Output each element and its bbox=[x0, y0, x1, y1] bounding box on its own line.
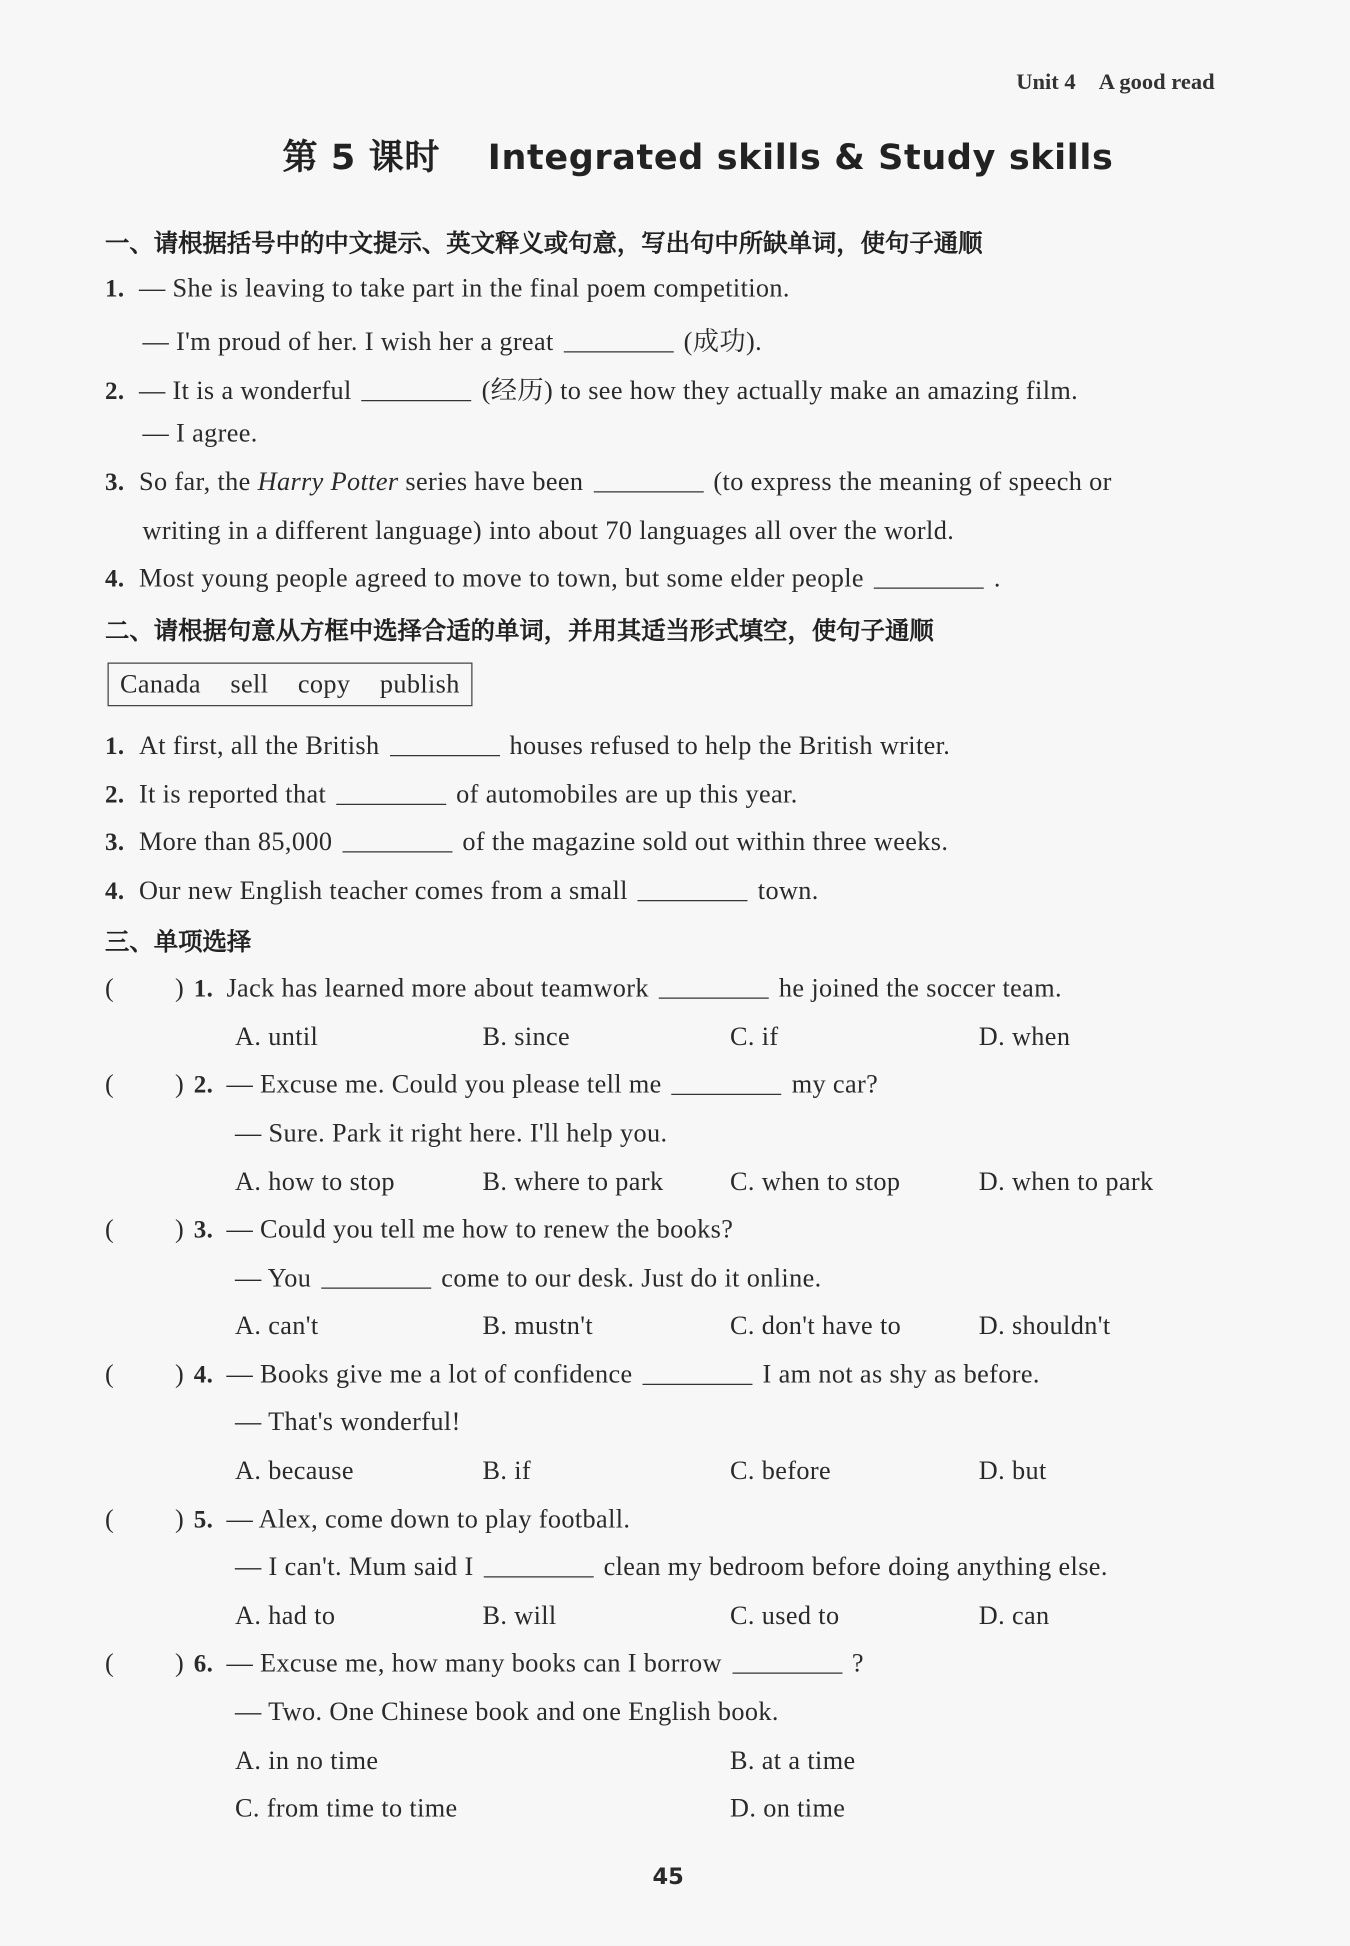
question-text: — It is a wonderful bbox=[138, 375, 352, 405]
option-d[interactable]: D. but bbox=[978, 1455, 1047, 1485]
s3-q6-stem bbox=[194, 1648, 864, 1679]
answer-blank[interactable] bbox=[659, 996, 769, 999]
s1-q1-line1 bbox=[105, 273, 790, 304]
question-text: Our new English teacher comes from a small bbox=[138, 875, 628, 905]
question-text: — Books give me a lot of confidence bbox=[226, 1358, 633, 1389]
option-a[interactable]: A. until bbox=[235, 1021, 319, 1052]
option-a[interactable]: A. how to stop bbox=[235, 1166, 395, 1197]
page-number: 45 bbox=[652, 1863, 684, 1890]
option-c[interactable]: C. before bbox=[730, 1455, 832, 1485]
word-bank-item: copy bbox=[297, 668, 351, 699]
answer-bracket-open: ( bbox=[105, 1068, 114, 1099]
answer-bracket-close: ) bbox=[175, 1647, 184, 1678]
question-text: It is reported that bbox=[138, 778, 327, 809]
question-text: Jack has learned more about teamwork bbox=[226, 972, 649, 1003]
question-text: So far, the bbox=[138, 466, 251, 497]
answer-blank[interactable] bbox=[672, 1093, 782, 1096]
answer-bracket-open: ( bbox=[105, 972, 114, 1003]
question-text: — Excuse me, how many books can I borrow bbox=[226, 1647, 722, 1678]
question-text: clean my bedroom before doing anything else. bbox=[603, 1551, 1108, 1582]
option-c[interactable]: C. used to bbox=[730, 1600, 840, 1630]
question-text: I am not as shy as before. bbox=[762, 1358, 1040, 1389]
answer-bracket-close: ) bbox=[175, 1213, 184, 1244]
answer-blank[interactable] bbox=[484, 1575, 594, 1578]
option-d[interactable]: D. can bbox=[978, 1600, 1050, 1630]
answer-bracket-open: ( bbox=[105, 1647, 114, 1678]
option-c[interactable]: C. if bbox=[730, 1021, 779, 1052]
answer-bracket-open: ( bbox=[105, 1213, 114, 1244]
lesson-topic: Integrated skills & Study skills bbox=[487, 136, 1114, 178]
word-bank-item: sell bbox=[230, 668, 269, 699]
running-header bbox=[1016, 69, 1214, 95]
s3-q2-stem bbox=[194, 1069, 878, 1100]
page-title bbox=[283, 130, 1114, 180]
lesson-label: 第 5 课时 bbox=[282, 136, 440, 178]
answer-blank[interactable] bbox=[564, 350, 674, 353]
s1-q2-line1 bbox=[105, 370, 1078, 408]
answer-bracket-open: ( bbox=[105, 1358, 114, 1389]
question-text: — She is leaving to take part in the final poem competition. bbox=[138, 272, 790, 303]
option-d[interactable]: D. shouldn't bbox=[978, 1310, 1111, 1340]
answer-bracket-close: ) bbox=[175, 1068, 184, 1099]
s3-q4-stem bbox=[194, 1359, 1040, 1390]
option-b[interactable]: B. if bbox=[482, 1455, 532, 1485]
option-b[interactable]: B. will bbox=[482, 1600, 557, 1630]
question-number: 2. bbox=[105, 377, 125, 405]
question-text: — Could you tell me how to renew the books? bbox=[226, 1213, 734, 1244]
question-hint: (to express the meaning of speech or bbox=[713, 466, 1112, 497]
answer-blank[interactable] bbox=[362, 399, 472, 402]
answer-blank[interactable] bbox=[336, 803, 446, 806]
option-b[interactable]: B. since bbox=[482, 1021, 571, 1052]
answer-blank[interactable] bbox=[638, 899, 748, 902]
s2-q3 bbox=[105, 826, 948, 857]
s1-q1-line2 bbox=[143, 321, 763, 359]
question-number: 3. bbox=[105, 828, 125, 857]
option-a[interactable]: A. because bbox=[235, 1455, 354, 1485]
question-number: 6. bbox=[193, 1650, 214, 1678]
option-b[interactable]: B. at a time bbox=[730, 1745, 856, 1775]
section1-heading: 一、请根据括号中的中文提示、英文释义或句意，写出句中所缺单词，使句子通顺 bbox=[105, 228, 983, 258]
question-number: 5. bbox=[193, 1506, 214, 1534]
question-text: town. bbox=[757, 875, 819, 905]
question-text: More than 85,000 bbox=[138, 826, 333, 857]
s2-q2 bbox=[105, 779, 798, 810]
answer-blank[interactable] bbox=[389, 754, 499, 757]
question-text: — I can't. Mum said I bbox=[235, 1551, 474, 1582]
s3-q3-line2 bbox=[235, 1263, 822, 1294]
question-text: — You bbox=[235, 1262, 312, 1293]
word-bank-box bbox=[108, 663, 473, 707]
question-text: houses refused to help the British writer. bbox=[509, 730, 951, 760]
s3-q4-line2: — That's wonderful! bbox=[235, 1406, 461, 1437]
unit-title: A good read bbox=[1098, 68, 1215, 94]
question-text: . bbox=[993, 562, 1001, 593]
unit-label: Unit 4 bbox=[1016, 68, 1076, 94]
option-c[interactable]: C. when to stop bbox=[730, 1166, 901, 1197]
question-number: 1. bbox=[105, 732, 125, 760]
section2-heading: 二、请根据句意从方框中选择合适的单词，并用其适当形式填空，使句子通顺 bbox=[105, 616, 934, 645]
option-b[interactable]: B. where to park bbox=[482, 1166, 664, 1197]
answer-blank[interactable] bbox=[732, 1671, 842, 1674]
question-text: he joined the soccer team. bbox=[778, 972, 1062, 1003]
answer-bracket-open: ( bbox=[105, 1503, 114, 1534]
s1-q3-line2: writing in a different language) into about 70 languages all over the world. bbox=[142, 515, 955, 545]
question-text: Most young people agreed to move to town, but some elder people bbox=[138, 562, 864, 593]
question-number: 1. bbox=[105, 275, 125, 303]
s3-q5-stem bbox=[194, 1504, 631, 1535]
answer-blank[interactable] bbox=[874, 586, 984, 589]
question-text: At first, all the British bbox=[138, 730, 380, 760]
question-text: ? bbox=[851, 1647, 864, 1678]
option-b[interactable]: B. mustn't bbox=[482, 1310, 594, 1340]
s3-q6-line2: — Two. One Chinese book and one English book. bbox=[235, 1696, 779, 1727]
question-number: 2. bbox=[105, 781, 125, 809]
option-a[interactable]: A. can't bbox=[235, 1310, 319, 1340]
question-text: come to our desk. Just do it online. bbox=[441, 1262, 822, 1293]
question-number: 1. bbox=[193, 975, 214, 1003]
word-bank-item: publish bbox=[379, 668, 460, 699]
question-text: series have been bbox=[405, 466, 584, 497]
question-text: — I'm proud of her. I wish her a great bbox=[142, 326, 554, 357]
s1-q2-line2: — I agree. bbox=[142, 417, 258, 448]
option-a[interactable]: A. had to bbox=[235, 1600, 336, 1630]
answer-blank[interactable] bbox=[321, 1286, 431, 1289]
answer-bracket-close: ) bbox=[175, 972, 184, 1003]
s2-q4 bbox=[105, 875, 819, 906]
s2-q1 bbox=[105, 730, 950, 761]
book-title: Harry Potter bbox=[257, 466, 399, 497]
option-d[interactable]: D. on time bbox=[730, 1792, 846, 1823]
question-text: — Excuse me. Could you please tell me bbox=[226, 1068, 662, 1099]
question-number: 4. bbox=[193, 1361, 214, 1389]
answer-blank[interactable] bbox=[643, 1383, 753, 1386]
s3-q1-stem bbox=[194, 973, 1062, 1004]
option-c[interactable]: C. from time to time bbox=[235, 1792, 458, 1823]
s3-q2-line2: — Sure. Park it right here. I'll help you. bbox=[235, 1117, 668, 1148]
question-number: 3. bbox=[193, 1216, 214, 1244]
option-c[interactable]: C. don't have to bbox=[730, 1310, 902, 1340]
question-number: 4. bbox=[105, 877, 125, 905]
answer-blank[interactable] bbox=[593, 490, 703, 493]
question-number: 3. bbox=[105, 468, 125, 497]
s1-q3-line1 bbox=[105, 466, 1112, 497]
word-bank-item: Canada bbox=[120, 668, 201, 699]
answer-blank[interactable] bbox=[342, 850, 452, 853]
question-hint: (成功). bbox=[683, 326, 763, 357]
question-text: of automobiles are up this year. bbox=[456, 778, 798, 809]
answer-bracket-close: ) bbox=[175, 1503, 184, 1534]
question-text: of the magazine sold out within three weeks. bbox=[462, 826, 949, 857]
question-text: — Alex, come down to play football. bbox=[226, 1503, 631, 1534]
question-text: my car? bbox=[791, 1068, 879, 1099]
question-number: 4. bbox=[105, 565, 125, 593]
s3-q5-line2 bbox=[235, 1551, 1108, 1582]
section3-heading: 三、单项选择 bbox=[105, 927, 252, 957]
s3-q3-stem bbox=[194, 1214, 733, 1245]
answer-bracket-close: ) bbox=[175, 1358, 184, 1389]
option-d[interactable]: D. when to park bbox=[978, 1166, 1154, 1197]
question-text: (经历) to see how they actually make an amazing film. bbox=[481, 375, 1079, 405]
option-d[interactable]: D. when bbox=[978, 1021, 1071, 1052]
option-a[interactable]: A. in no time bbox=[235, 1745, 379, 1775]
question-number: 2. bbox=[193, 1071, 214, 1099]
s1-q4-line1 bbox=[105, 563, 1001, 594]
